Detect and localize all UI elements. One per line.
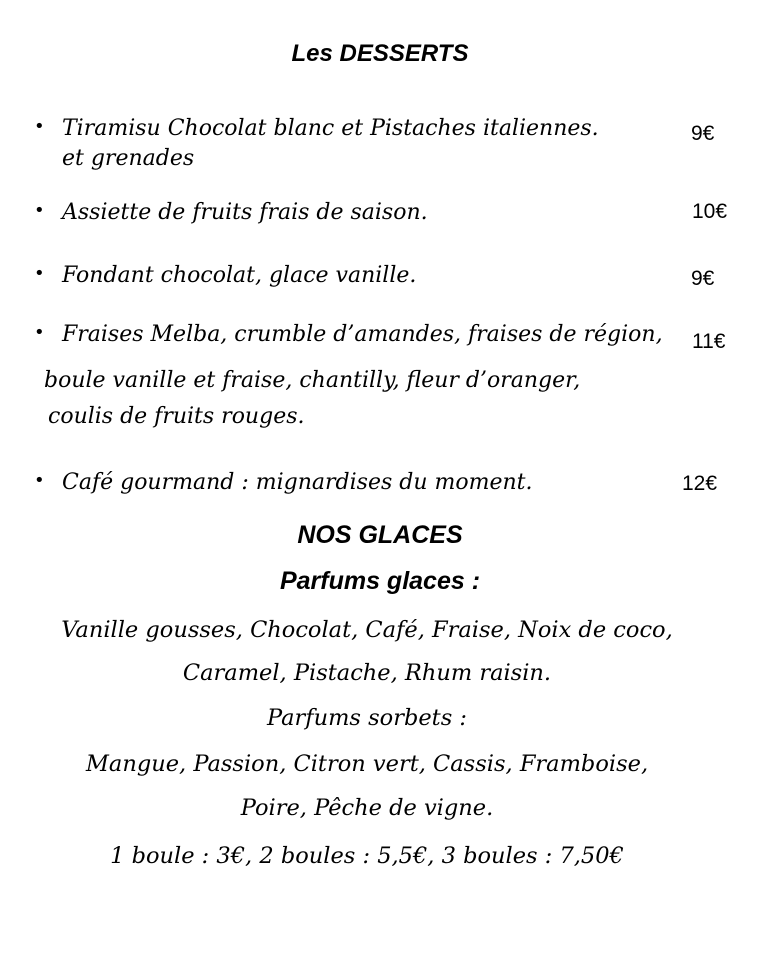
dessert-description-continued: coulis de fruits rouges. [48,404,305,429]
bullet: • [34,200,45,221]
ice-cream-title: NOS GLACES [297,521,463,549]
dessert-price: 12€ [682,472,718,495]
bullet: • [34,322,45,343]
dessert-description-continued: boule vanille et fraise, chantilly, fleur d’oranger, [44,368,581,393]
dessert-description-continued: et grenades [62,146,195,171]
bullet: • [34,116,45,137]
dessert-price: 10€ [692,200,728,223]
dessert-description: Fraises Melba, crumble d’amandes, fraises de région, [62,322,663,347]
scoop-prices: 1 boule : 3€, 2 boules : 5,5€, 3 boules : 7,50€ [110,843,624,869]
dessert-price: 9€ [691,267,715,290]
dessert-description: Assiette de fruits frais de saison. [62,200,428,225]
dessert-description: Café gourmand : mignardises du moment. [62,470,533,495]
dessert-price: 9€ [691,122,715,145]
dessert-price: 11€ [692,330,726,353]
sorbet-flavors: Mangue, Passion, Citron vert, Cassis, Framboise, [85,751,649,777]
bullet: • [34,470,45,491]
dessert-description: Tiramisu Chocolat blanc et Pistaches italiennes. [62,116,599,141]
ice-cream-flavors-subtitle: Parfums glaces : [279,567,481,595]
ice-cream-flavors-continued: Caramel, Pistache, Rhum raisin. [182,660,552,686]
ice-cream-flavors: Vanille gousses, Chocolat, Café, Fraise, Noix de coco, [61,617,673,643]
desserts-title: Les DESSERTS [291,40,469,67]
sorbet-flavors-title: Parfums sorbets : [266,705,468,731]
sorbet-flavors-continued: Poire, Pêche de vigne. [240,795,494,821]
dessert-description: Fondant chocolat, glace vanille. [62,263,417,288]
bullet: • [34,263,45,284]
